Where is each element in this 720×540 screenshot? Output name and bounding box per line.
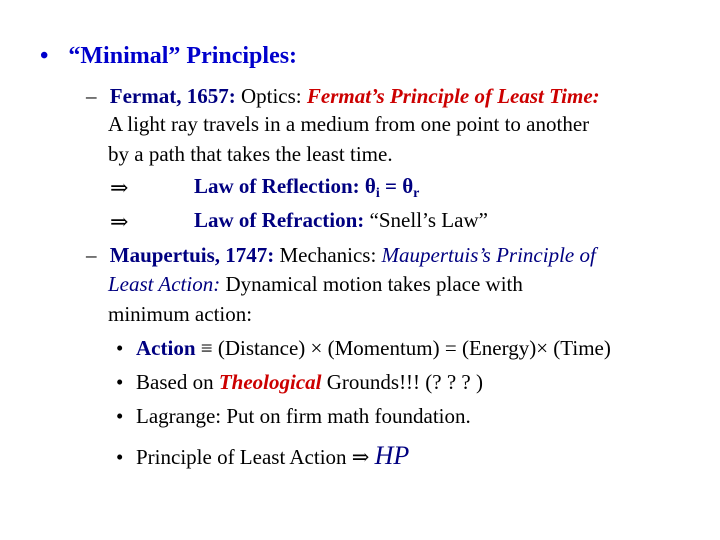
maupertuis-field: Mechanics: bbox=[274, 243, 382, 267]
list-item-action: • Action ≡ (Distance) × (Momentum) = (Energy)× (Time) bbox=[116, 336, 611, 360]
bullet: • bbox=[116, 336, 124, 360]
bullet: • bbox=[116, 404, 124, 428]
refraction-line bbox=[194, 210, 488, 231]
dash-bullet: – bbox=[86, 243, 97, 267]
maupertuis-name: Maupertuis, 1747: bbox=[109, 243, 275, 267]
list-item-least-action: • Principle of Least Action ⇒ HP bbox=[116, 441, 410, 470]
refraction-value: “Snell’s Law” bbox=[364, 208, 488, 232]
maupertuis-line-1 bbox=[86, 245, 596, 266]
reflection-label: Law of Reflection: bbox=[194, 174, 360, 198]
action-label: Action bbox=[136, 336, 196, 360]
theological-text: Theological bbox=[218, 370, 322, 394]
theta-i: $\theta_i$ bbox=[364, 174, 380, 201]
list-item-lagrange: • Lagrange: Put on firm math foundation. bbox=[116, 404, 471, 428]
fermat-line-3: by a path that takes the least time. bbox=[108, 142, 393, 166]
implies-arrow-icon: ⇒ bbox=[110, 175, 129, 200]
fermat-line-1 bbox=[86, 86, 600, 107]
maupertuis-line-2: Least Action: Dynamical motion takes place with bbox=[108, 272, 523, 296]
bullet: • bbox=[116, 370, 124, 394]
hp-label: HP bbox=[374, 441, 410, 470]
theta-r: $\theta_r$ bbox=[402, 174, 420, 201]
reflection-line: Law of Reflection: $\theta_i = \theta_r$ bbox=[194, 174, 420, 201]
fermat-field: Optics: bbox=[235, 84, 307, 108]
implies-arrow-icon: ⇒ bbox=[110, 209, 129, 234]
heading-bullet: • bbox=[40, 43, 49, 69]
fermat-principle: Fermat’s Principle of Least Time: bbox=[306, 84, 600, 108]
maupertuis-principle-cont: Least Action: bbox=[108, 272, 221, 296]
dash-bullet: – bbox=[86, 84, 97, 108]
heading-text: “Minimal” Principles: bbox=[68, 43, 298, 69]
refraction-label: Law of Refraction: bbox=[194, 208, 365, 232]
maupertuis-principle: Maupertuis’s Principle of bbox=[381, 243, 596, 267]
list-item-theological: • Based on Theological Grounds!!! (? ? ? ) bbox=[116, 370, 483, 394]
maupertuis-line-3: minimum action: bbox=[108, 302, 253, 326]
slide-heading bbox=[40, 44, 297, 68]
bullet: • bbox=[116, 445, 124, 469]
fermat-line-2: A light ray travels in a medium from one point to another bbox=[108, 112, 590, 136]
fermat-name: Fermat, 1657: bbox=[109, 84, 236, 108]
